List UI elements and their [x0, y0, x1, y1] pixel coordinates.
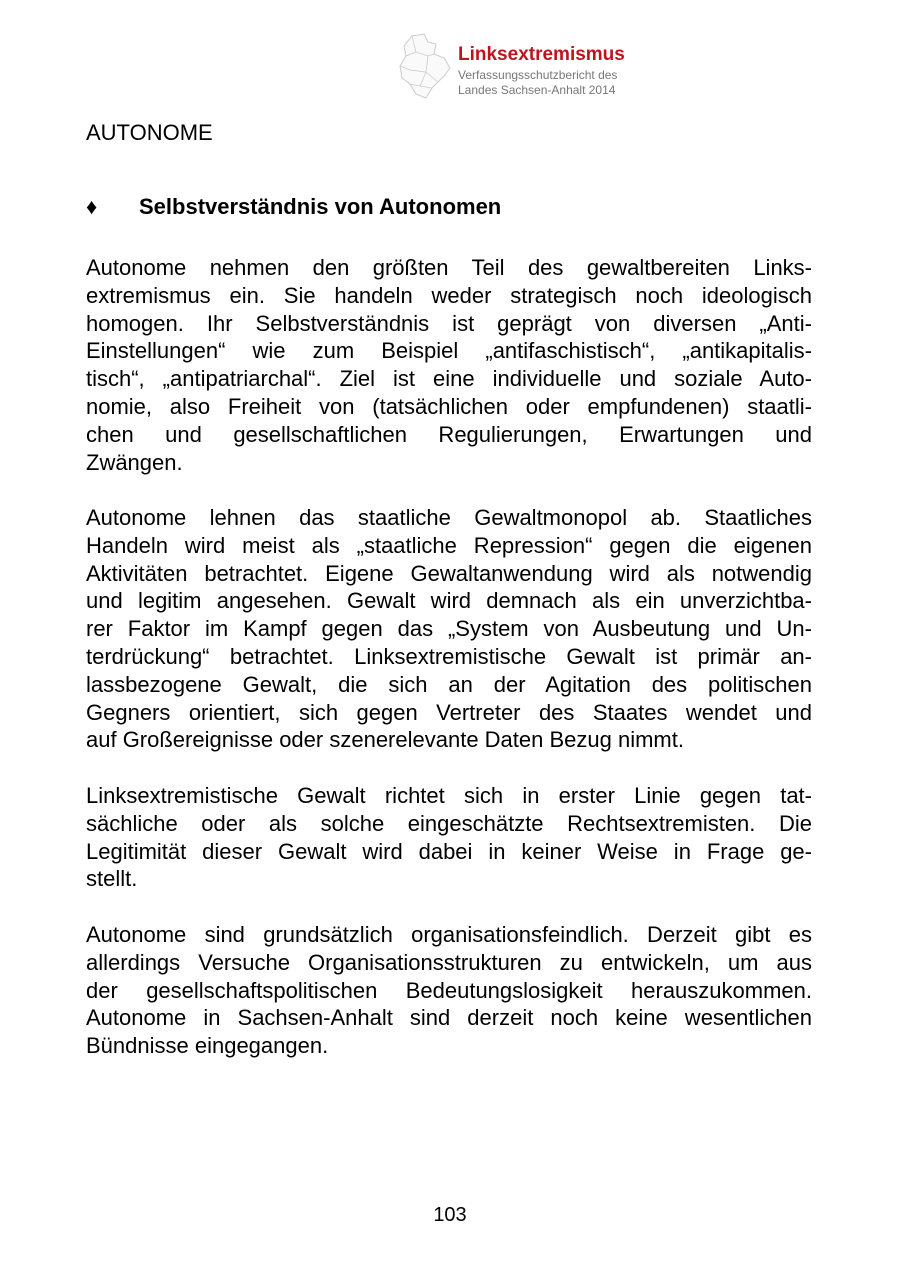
- diamond-bullet-icon: ♦: [86, 194, 98, 219]
- text-line: Autonome in Sachsen-Anhalt sind derzeit noch keine wesentlichen: [86, 1005, 812, 1031]
- text-line: sächliche oder als solche eingeschätzte Rechtsextremisten. Die: [86, 810, 812, 836]
- text-line: nomie, also Freiheit von (tatsächlichen oder empfundenen) staatli-: [86, 393, 812, 419]
- paragraph-4: [86, 921, 812, 1060]
- text-line: chen und gesellschaftlichen Regulierungen, Erwartungen und: [86, 421, 812, 447]
- text-line: tisch“, „antipatriarchal“. Ziel ist eine individuelle und soziale Auto-: [86, 366, 812, 392]
- paragraph-2: [86, 504, 812, 754]
- text-line: Autonome sind grundsätzlich organisationsfeindlich. Derzeit gibt es: [86, 922, 812, 947]
- text-line: Autonome lehnen das staatliche Gewaltmonopol ab. Staatliches: [86, 505, 812, 530]
- subsection-heading: [86, 194, 501, 220]
- header-subtitle-2: Landes Sachsen-Anhalt 2014: [458, 83, 616, 97]
- text-line: Zwängen.: [86, 449, 183, 475]
- text-line: Gegners orientiert, sich gegen Vertreter des Staates wendet und: [86, 699, 812, 725]
- text-line: der gesellschaftspolitischen Bedeutungslosigkeit herauszukommen.: [86, 977, 812, 1003]
- header-title: Linksextremismus: [458, 44, 625, 65]
- text-line: allerdings Versuche Organisationsstrukturen zu entwickeln, um aus: [86, 949, 812, 975]
- text-line: Einstellungen“ wie zum Beispiel „antifaschistisch“, „antikapitalis-: [86, 338, 812, 364]
- paragraph-1: [86, 254, 812, 476]
- text-line: Legitimität dieser Gewalt wird dabei in keiner Weise in Frage ge-: [86, 838, 812, 864]
- paragraph-3: [86, 782, 812, 893]
- text-line: Aktivitäten betrachtet. Eigene Gewaltanwendung wird als notwendig: [86, 560, 812, 586]
- heading-text: Selbstverständnis von Autonomen: [139, 194, 502, 219]
- section-title: AUTONOME: [86, 120, 213, 145]
- text-line: terdrückung“ betrachtet. Linksextremistische Gewalt ist primär an-: [86, 643, 812, 669]
- text-line: Handeln wird meist als „staatliche Repression“ gegen die eigenen: [86, 532, 812, 558]
- text-line: Bündnisse eingegangen.: [86, 1033, 329, 1059]
- text-line: und legitim angesehen. Gewalt wird demnach als ein unverzichtba-: [86, 588, 812, 614]
- text-line: lassbezogene Gewalt, die sich an der Agitation des politischen: [86, 671, 812, 697]
- text-line: Autonome nehmen den größten Teil des gewaltbereiten Links-: [86, 255, 812, 280]
- text-line: auf Großereignisse oder szenerelevante Daten Bezug nimmt.: [86, 727, 684, 753]
- header-logo: [398, 30, 658, 100]
- text-line: homogen. Ihr Selbstverständnis ist geprägt von diversen „Anti-: [86, 310, 812, 336]
- page-number: 103: [433, 1204, 467, 1226]
- header-subtitle-1: Verfassungsschutzbericht des: [458, 68, 618, 82]
- sachsen-anhalt-map-icon: [398, 32, 452, 100]
- text-line: Linksextremistische Gewalt richtet sich in erster Linie gegen tat-: [86, 783, 812, 808]
- text-line: stellt.: [86, 866, 138, 892]
- text-line: extremismus ein. Sie handeln weder strategisch noch ideologisch: [86, 282, 812, 308]
- text-line: rer Faktor im Kampf gegen das „System von Ausbeutung und Un-: [86, 616, 812, 642]
